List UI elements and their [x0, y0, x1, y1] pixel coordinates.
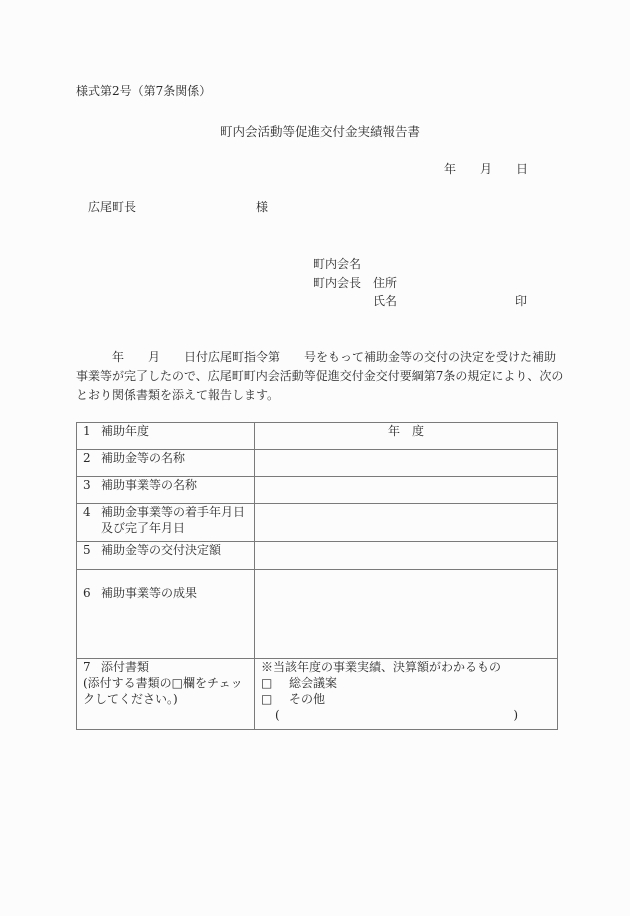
form-number: 様式第2号（第7条関係） — [76, 84, 212, 98]
other-details-field[interactable] — [261, 707, 551, 723]
row-label-text: 補助金等の名称 — [101, 451, 186, 465]
row-label — [77, 450, 255, 477]
date-day-label: 日 — [516, 162, 529, 176]
row-label — [77, 542, 255, 570]
subsidy-name-field[interactable] — [255, 450, 558, 477]
subsidy-year-field[interactable]: 年 度 — [255, 423, 558, 450]
table-row — [77, 423, 558, 450]
option-general-meeting[interactable] — [261, 676, 337, 690]
row-label — [77, 504, 255, 542]
attachment-instruction: (添付する書類の□欄をチェッ — [83, 676, 243, 690]
row-label-text: 添付書類 — [101, 660, 150, 674]
row-number: 5 — [83, 543, 91, 557]
row-number: 1 — [83, 424, 91, 438]
option-other[interactable] — [261, 692, 325, 706]
table-row — [77, 504, 558, 542]
row-label-text-2: 及び完了年月日 — [101, 521, 186, 535]
document-title: 町内会活動等促進交付金実績報告書 — [220, 124, 421, 139]
row-label-text: 補助金事業等の着手年月日 — [101, 505, 246, 519]
seal-mark: 印 — [515, 294, 528, 308]
date-year-label: 年 — [444, 162, 457, 176]
addressee-name: 広尾町長 — [88, 200, 137, 214]
row-label — [77, 423, 255, 450]
table-row — [77, 477, 558, 504]
statement-line: 事業等が完了したので、広尾町町内会活動等促進交付金交付要綱第7条の規定により、次の — [76, 369, 564, 383]
paren-open: ( — [275, 708, 280, 722]
start-completion-date-field[interactable] — [255, 504, 558, 542]
grant-amount-field[interactable] — [255, 542, 558, 570]
row-label — [77, 659, 255, 730]
checkbox-icon[interactable]: □ — [261, 692, 273, 706]
row-number: 4 — [83, 505, 91, 519]
row-number: 6 — [83, 586, 91, 600]
project-results-field[interactable] — [255, 570, 558, 659]
statement-line: とおり関係書類を添えて報告します。 — [76, 388, 280, 402]
row-label-text: 補助年度 — [101, 424, 150, 438]
checkbox-icon[interactable]: □ — [261, 676, 273, 690]
option-label: その他 — [289, 692, 326, 706]
table-row — [77, 450, 558, 477]
table-row — [77, 570, 558, 659]
row-label-text: 補助事業等の成果 — [101, 586, 198, 600]
statement-line: 年 月 日付広尾町指令第 号をもって補助金等の交付の決定を受けた補助 — [76, 350, 557, 364]
table-row — [77, 542, 558, 570]
name-label: 氏名 — [373, 294, 398, 308]
attachment-note: ※当該年度の事業実績、決算額がわかるもの — [261, 660, 502, 674]
report-table — [76, 422, 558, 730]
report-statement — [76, 348, 562, 405]
addressee-honorific: 様 — [256, 200, 269, 214]
table-row — [77, 659, 558, 730]
attachment-instruction: クしてください。) — [83, 692, 178, 706]
org-name-label: 町内会名 — [313, 257, 362, 271]
row-number: 7 — [83, 660, 91, 674]
chief-label: 町内会長 — [313, 276, 362, 290]
project-name-field[interactable] — [255, 477, 558, 504]
row-label-text: 補助金等の交付決定額 — [101, 543, 222, 557]
address-label: 住所 — [373, 276, 398, 290]
row-label-text: 補助事業等の名称 — [101, 478, 198, 492]
row-number: 2 — [83, 451, 91, 465]
attachments-cell — [255, 659, 558, 730]
row-label — [77, 477, 255, 504]
row-label — [77, 570, 255, 659]
row-number: 3 — [83, 478, 91, 492]
paren-close: ) — [513, 708, 518, 722]
option-label: 総会議案 — [289, 676, 338, 690]
date-month-label: 月 — [480, 162, 493, 176]
